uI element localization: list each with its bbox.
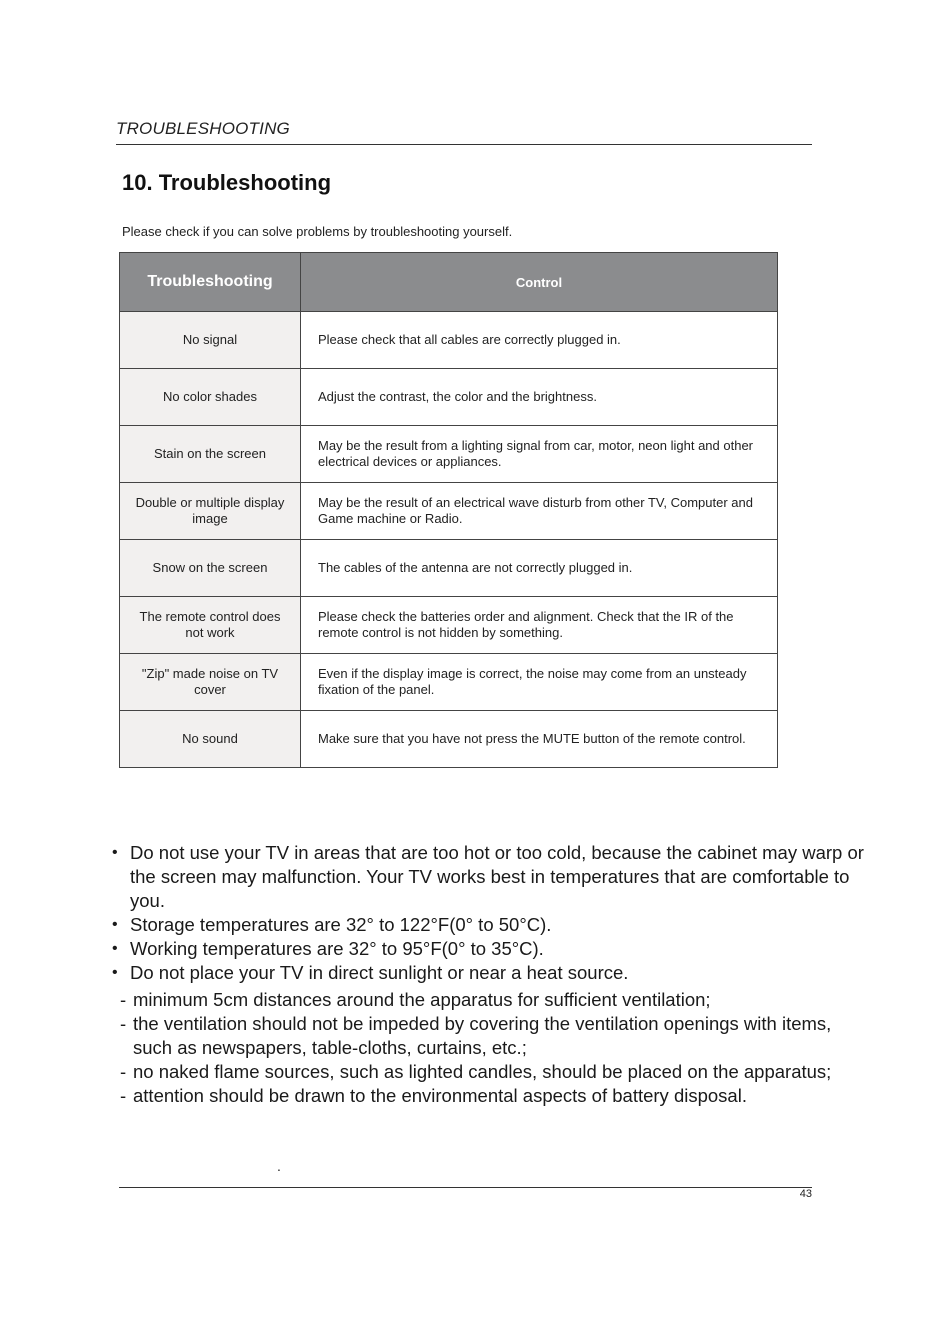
control-cell: Even if the display image is correct, the noise may come from an unsteady fixation of the panel. [301,654,778,711]
control-cell: May be the result from a lighting signal from car, motor, neon light and other electrical devices or appliances. [301,426,778,483]
problem-cell: No color shades [120,369,301,426]
requirement-item: - the ventilation should not be impeded by covering the ventilation openings with items, such as newspapers, table-cloths, curtains, etc.; [120,1012,860,1060]
problem-cell: "Zip" made noise on TV cover [120,654,301,711]
problem-cell: The remote control does not work [120,597,301,654]
requirement-item: - minimum 5cm distances around the apparatus for sufficient ventilation; [120,988,860,1012]
requirement-item: - no naked flame sources, such as lighted candles, should be placed on the apparatus; [120,1060,860,1084]
table-row [120,597,778,654]
control-cell: Please check the batteries order and alignment. Check that the IR of the remote control is not hidden by something. [301,597,778,654]
table-row [120,312,778,369]
problem-cell: Double or multiple display image [120,483,301,540]
table-row [120,483,778,540]
table-row [120,540,778,597]
ventilation-requirements-list [120,988,860,1108]
control-cell: Please check that all cables are correctly plugged in. [301,312,778,369]
problem-cell: No signal [120,312,301,369]
table-row [120,426,778,483]
table-row [120,369,778,426]
note-item: • Do not place your TV in direct sunlight or near a heat source. [112,961,872,985]
running-header: TROUBLESHOOTING [116,119,290,138]
problem-cell: Snow on the screen [120,540,301,597]
footer-rule [119,1187,812,1188]
control-cell: Make sure that you have not press the MUTE button of the remote control. [301,711,778,768]
problem-cell: Stain on the screen [120,426,301,483]
note-item: • Do not use your TV in areas that are too hot or too cold, because the cabinet may warp or the screen may malfunction. Your TV works best in temperatures that are comfortable to you. [112,841,872,913]
column-header-control: Control [301,253,778,312]
troubleshooting-table [119,252,778,768]
intro-text: Please check if you can solve problems by troubleshooting yourself. [122,224,513,239]
problem-cell: No sound [120,711,301,768]
control-cell: May be the result of an electrical wave disturb from other TV, Computer and Game machine or Radio. [301,483,778,540]
control-cell: The cables of the antenna are not correctly plugged in. [301,540,778,597]
table-row [120,711,778,768]
table-row [120,654,778,711]
page-title: 10. Troubleshooting [122,170,332,195]
safety-notes-list [112,841,872,985]
note-item: • Storage temperatures are 32° to 122°F(0° to 50°C). [112,913,872,937]
stray-mark: . [277,1158,281,1174]
page-number: 43 [799,1188,812,1200]
column-header-troubleshooting: Troubleshooting [120,253,301,312]
header-rule [116,144,812,145]
requirement-item: - attention should be drawn to the environmental aspects of battery disposal. [120,1084,860,1108]
table-header-row [120,253,778,312]
note-item: • Working temperatures are 32° to 95°F(0° to 35°C). [112,937,872,961]
control-cell: Adjust the contrast, the color and the brightness. [301,369,778,426]
